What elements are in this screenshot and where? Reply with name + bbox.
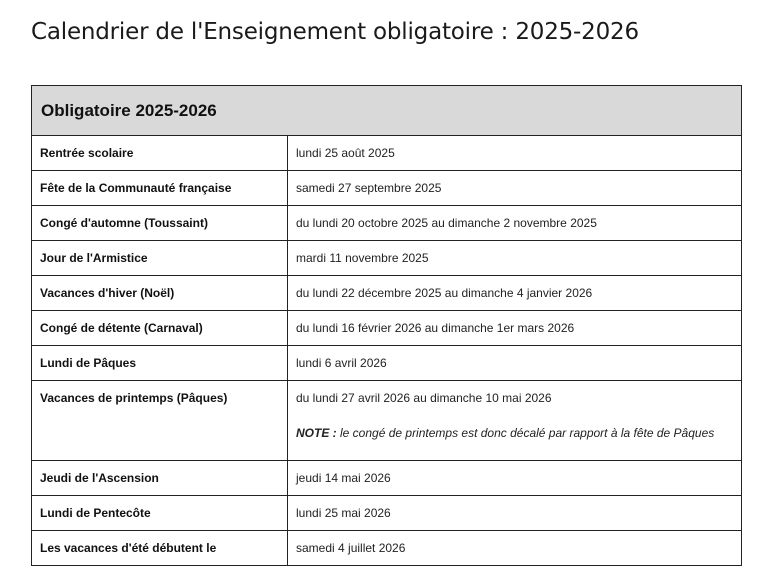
event-date: lundi 25 août 2025 (288, 136, 742, 171)
table-row (32, 346, 742, 381)
note-text: le congé de printemps est donc décalé par rapport à la fête de Pâques (336, 426, 715, 440)
event-date: samedi 4 juillet 2026 (288, 531, 742, 566)
table-header: Obligatoire 2025-2026 (32, 86, 742, 136)
event-label: Vacances de printemps (Pâques) (32, 381, 288, 461)
event-date: du lundi 22 décembre 2025 au dimanche 4 janvier 2026 (288, 276, 742, 311)
event-date: du lundi 16 février 2026 au dimanche 1er mars 2026 (288, 311, 742, 346)
event-label: Jeudi de l'Ascension (32, 461, 288, 496)
table-header-row (32, 86, 742, 136)
note-label: NOTE : (296, 426, 337, 440)
table-row (32, 311, 742, 346)
event-label: Rentrée scolaire (32, 136, 288, 171)
event-date: lundi 6 avril 2026 (288, 346, 742, 381)
event-label: Lundi de Pâques (32, 346, 288, 381)
table-row (32, 206, 742, 241)
event-date-cell (288, 381, 742, 461)
table-row (32, 136, 742, 171)
event-date: du lundi 27 avril 2026 au dimanche 10 mai 2026 (296, 391, 552, 405)
table-row (32, 531, 742, 566)
event-label: Congé d'automne (Toussaint) (32, 206, 288, 241)
event-label: Congé de détente (Carnaval) (32, 311, 288, 346)
event-label: Lundi de Pentecôte (32, 496, 288, 531)
event-date: du lundi 20 octobre 2025 au dimanche 2 novembre 2025 (288, 206, 742, 241)
event-date: lundi 25 mai 2026 (288, 496, 742, 531)
event-label: Vacances d'hiver (Noël) (32, 276, 288, 311)
event-label: Jour de l'Armistice (32, 241, 288, 276)
event-label: Fête de la Communauté française (32, 171, 288, 206)
event-label: Les vacances d'été débutent le (32, 531, 288, 566)
table-row (32, 171, 742, 206)
table-row (32, 496, 742, 531)
table-row (32, 461, 742, 496)
table-row (32, 276, 742, 311)
page-title: Calendrier de l'Enseignement obligatoire : 2025-2026 (31, 19, 639, 45)
calendar-table (31, 85, 742, 566)
table-row (32, 241, 742, 276)
note (296, 426, 733, 440)
event-date: mardi 11 novembre 2025 (288, 241, 742, 276)
table-row (32, 381, 742, 461)
event-date: samedi 27 septembre 2025 (288, 171, 742, 206)
event-date: jeudi 14 mai 2026 (288, 461, 742, 496)
